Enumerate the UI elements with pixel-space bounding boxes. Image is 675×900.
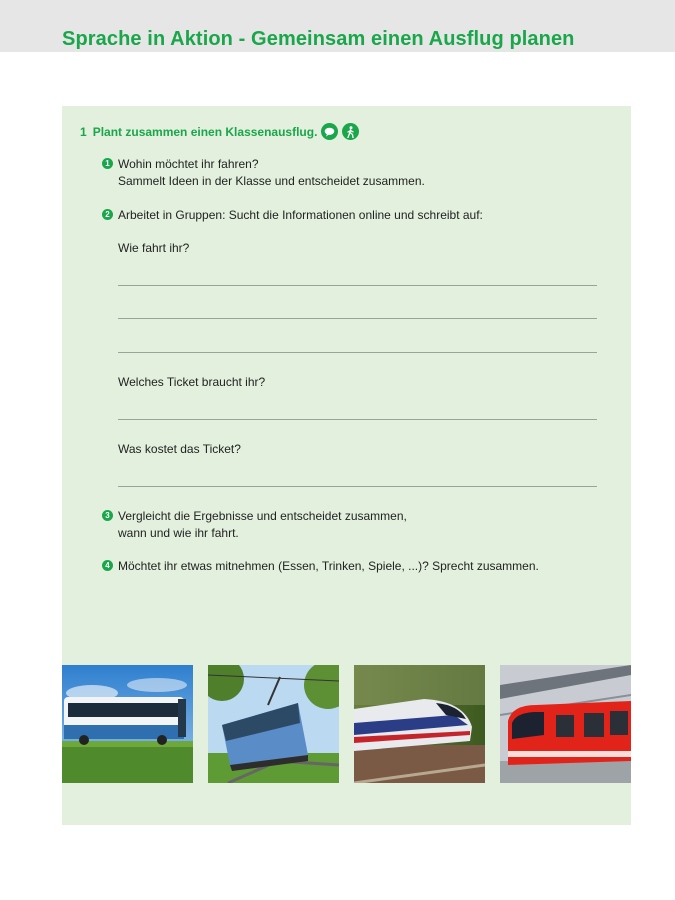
walking-person-icon [342, 123, 359, 140]
step-3 [102, 508, 407, 542]
page-title: Sprache in Aktion - Gemeinsam einen Ausflug planen [62, 28, 575, 50]
task-title: Plant zusammen einen Klassenausflug. [92, 124, 318, 139]
step-number-badge: 3 [102, 510, 113, 521]
task-number: 1 [80, 124, 87, 139]
step-4 [102, 558, 539, 575]
tram-photo [208, 665, 339, 783]
speech-bubble-icon [321, 123, 338, 140]
step-number-badge: 1 [102, 158, 113, 169]
step-text: Sammelt Ideen in der Klasse und entscheidet zusammen. [118, 174, 425, 188]
step-text: Möchtet ihr etwas mitnehmen (Essen, Trinken, Spiele, ...)? Sprecht zusammen. [118, 559, 539, 573]
step-number-badge: 2 [102, 209, 113, 220]
step-1 [102, 156, 425, 190]
regional-train-photo [500, 665, 631, 783]
answer-line[interactable] [118, 419, 597, 420]
step-number-badge: 4 [102, 560, 113, 571]
step-text: Vergleicht die Ergebnisse und entscheidet zusammen, [118, 509, 407, 523]
question-price: Was kostet das Ticket? [118, 442, 241, 456]
bus-photo [62, 665, 193, 783]
high-speed-train-photo [354, 665, 485, 783]
step-text: Wohin möchtet ihr fahren? [118, 157, 259, 171]
answer-line[interactable] [118, 285, 597, 286]
answer-line[interactable] [118, 486, 597, 487]
answer-line[interactable] [118, 352, 597, 353]
question-ticket: Welches Ticket braucht ihr? [118, 375, 266, 389]
exercise-panel [62, 106, 631, 825]
step-text: wann und wie ihr fahrt. [118, 526, 239, 540]
question-transport: Wie fahrt ihr? [118, 241, 190, 255]
task-heading [80, 123, 359, 140]
step-2 [102, 207, 483, 224]
step-text: Arbeitet in Gruppen: Sucht die Informationen online und schreibt auf: [118, 208, 483, 222]
answer-line[interactable] [118, 318, 597, 319]
